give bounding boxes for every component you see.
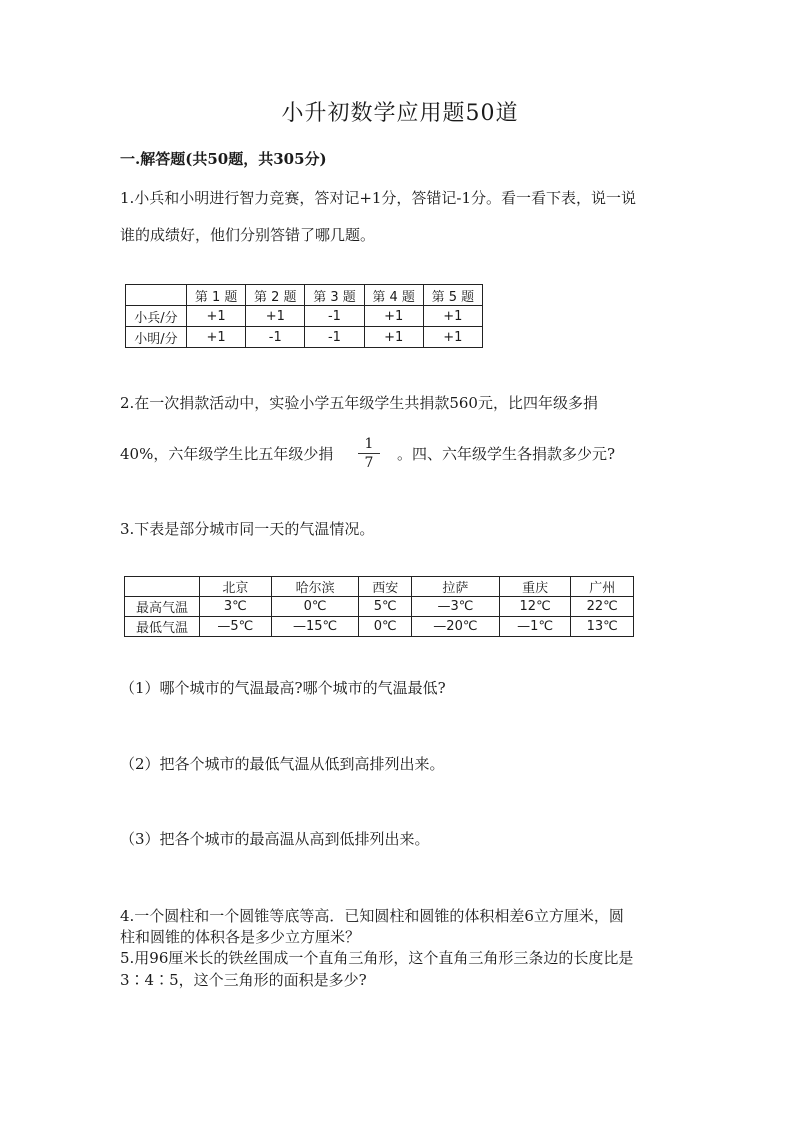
table-cell: +1	[423, 327, 482, 348]
table-cell: —1℃	[499, 617, 571, 637]
table-cell: 最高气温	[125, 597, 200, 617]
table-cell: 13℃	[571, 617, 634, 637]
fraction-denominator: 7	[364, 455, 374, 471]
table-cell: 哈尔滨	[271, 577, 359, 597]
table-cell: -1	[305, 327, 364, 348]
table-cell: 第 2 题	[246, 285, 305, 306]
fraction-bar	[358, 453, 380, 454]
table-cell: +1	[364, 306, 423, 327]
page-title: 小升初数学应用题50道	[281, 101, 519, 126]
fraction-numerator: 1	[364, 436, 374, 452]
q3-sub-question-2: （2）把各个城市的最低气温从低到高排列出来。	[120, 755, 445, 773]
table-cell: —20℃	[411, 617, 499, 637]
q4-line-2: 柱和圆锥的体积各是多少立方厘米？	[120, 928, 361, 946]
table-cell: —5℃	[200, 617, 272, 637]
table-cell: 3℃	[200, 597, 272, 617]
q2-line-2-start: 40%，六年级学生比五年级少捐	[120, 445, 334, 463]
table-cell: -1	[305, 306, 364, 327]
table-cell: +1	[364, 327, 423, 348]
q3-temperature-table	[124, 576, 634, 637]
q2-line-1: 2.在一次捐款活动中，实验小学五年级学生共捐款560元，比四年级多捐	[120, 394, 598, 412]
section-heading: 一.解答题(共50题，共305分)	[120, 150, 327, 168]
q4-line-1: 4.一个圆柱和一个圆锥等底等高．已知圆柱和圆锥的体积相差6立方厘米，圆	[120, 907, 624, 925]
q1-line-2: 谁的成绩好，他们分别答错了哪几题。	[120, 226, 376, 244]
q3-sub-question-3: （3）把各个城市的最高温从高到低排列出来。	[120, 830, 430, 848]
table-cell: +1	[187, 306, 246, 327]
q2-line-2-end: 。四、六年级学生各捐款多少元?	[397, 445, 616, 463]
table-cell: 第 1 题	[187, 285, 246, 306]
table-cell: 小明/分	[126, 327, 187, 348]
table-cell: 最低气温	[125, 617, 200, 637]
table-cell: —3℃	[411, 597, 499, 617]
table-cell: 小兵/分	[126, 306, 187, 327]
table-cell: 5℃	[359, 597, 412, 617]
table-cell: 22℃	[571, 597, 634, 617]
q1-line-1: 1.小兵和小明进行智力竞赛，答对记+1分，答错记-1分。看一看下表，说一说	[120, 189, 637, 207]
table-cell: 第 4 题	[364, 285, 423, 306]
table-cell: 12℃	[499, 597, 571, 617]
table-row	[125, 617, 634, 637]
table-cell: 北京	[200, 577, 272, 597]
q2-fraction	[358, 436, 380, 471]
table-row	[126, 327, 483, 348]
table-cell: +1	[246, 306, 305, 327]
table-cell: 广州	[571, 577, 634, 597]
q5-line-2: 3∶4∶5，这个三角形的面积是多少?	[120, 971, 367, 989]
table-cell: 0℃	[271, 597, 359, 617]
table-header-row	[126, 285, 483, 306]
table-cell: 重庆	[499, 577, 571, 597]
q5-line-1: 5.用96厘米长的铁丝围成一个直角三角形，这个直角三角形三条边的长度比是	[120, 949, 634, 967]
table-cell: 西安	[359, 577, 412, 597]
table-cell: 拉萨	[411, 577, 499, 597]
table-cell	[126, 285, 187, 306]
table-cell: 第 3 题	[305, 285, 364, 306]
q3-intro: 3.下表是部分城市同一天的气温情况。	[120, 520, 375, 538]
table-cell: 第 5 题	[423, 285, 482, 306]
q1-score-table	[125, 284, 483, 348]
table-row	[125, 597, 634, 617]
table-row	[126, 306, 483, 327]
table-cell: —15℃	[271, 617, 359, 637]
q3-sub-question-1: （1）哪个城市的气温最高?哪个城市的气温最低?	[120, 679, 446, 697]
table-cell: +1	[423, 306, 482, 327]
table-cell: 0℃	[359, 617, 412, 637]
table-cell	[125, 577, 200, 597]
table-cell: -1	[246, 327, 305, 348]
table-cell: +1	[187, 327, 246, 348]
table-header-row	[125, 577, 634, 597]
